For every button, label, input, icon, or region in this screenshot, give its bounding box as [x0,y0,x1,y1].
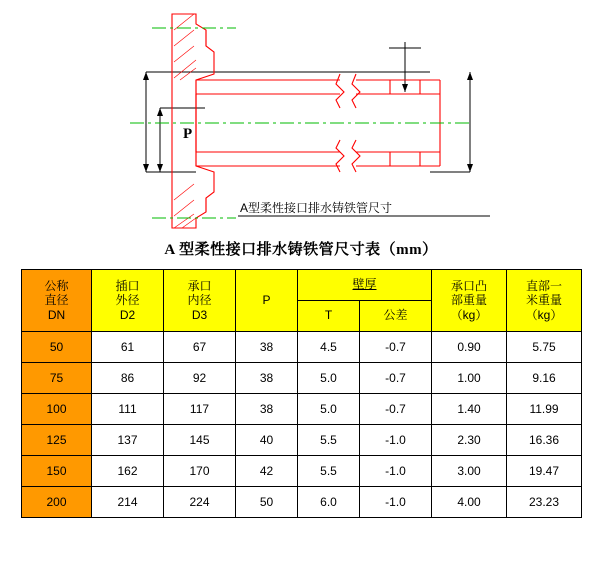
cell-d2: 86 [92,363,164,394]
header-p: P [236,270,298,332]
cell-meter-weight: 23.23 [507,487,582,518]
pipe-outline [172,14,440,228]
cell-d3: 170 [164,456,236,487]
header-wall-thickness-group: 壁厚 [298,270,432,301]
cell-d3: 145 [164,425,236,456]
table-row [22,332,582,363]
cell-d3: 67 [164,332,236,363]
cell-dn: 50 [22,332,92,363]
cell-d2: 61 [92,332,164,363]
cell-meter-weight: 19.47 [507,456,582,487]
cell-d3: 117 [164,394,236,425]
cell-dn: 150 [22,456,92,487]
header-socket-id: 承口 内径 D3 [164,270,236,332]
cell-t: 5.5 [298,425,360,456]
cell-meter-weight: 9.16 [507,363,582,394]
cell-d2: 111 [92,394,164,425]
page-title: A 型柔性接口排水铸铁管尺寸表（mm） [164,242,438,258]
cell-t: 6.0 [298,487,360,518]
cell-tolerance: -1.0 [360,487,432,518]
dimensions-table [21,269,582,518]
cell-socket-weight: 2.30 [432,425,507,456]
cell-tolerance: -1.0 [360,425,432,456]
p-dimension-label: P [183,126,193,142]
table-row [22,425,582,456]
cell-meter-weight: 11.99 [507,394,582,425]
cell-p: 38 [236,332,298,363]
cell-t: 4.5 [298,332,360,363]
header-thickness-t: T [298,301,360,332]
table-row [22,487,582,518]
cell-dn: 125 [22,425,92,456]
header-nominal-diameter: 公称 直径 DN [22,270,92,332]
header-socket-weight: 承口凸 部重量 （kg） [432,270,507,332]
drawing-caption: A型柔性接口排水铸铁管尺寸 [240,201,393,215]
cell-p: 50 [236,487,298,518]
cell-meter-weight: 5.75 [507,332,582,363]
table-header-row-1 [22,270,582,301]
cell-d3: 92 [164,363,236,394]
header-tolerance: 公差 [360,301,432,332]
table-row [22,363,582,394]
pipe-drawing-svg [0,0,602,232]
cell-socket-weight: 0.90 [432,332,507,363]
cell-dn: 200 [22,487,92,518]
header-weight-per-meter: 直部一 米重量 （kg） [507,270,582,332]
cell-d2: 137 [92,425,164,456]
cell-dn: 100 [22,394,92,425]
cell-p: 38 [236,363,298,394]
dimensions-table-wrapper [21,269,581,518]
cell-socket-weight: 1.00 [432,363,507,394]
technical-drawing [0,0,602,232]
cell-d2: 162 [92,456,164,487]
cell-tolerance: -1.0 [360,456,432,487]
cell-d3: 224 [164,487,236,518]
table-row [22,456,582,487]
cell-tolerance: -0.7 [360,394,432,425]
table-body [22,332,582,518]
cell-t: 5.0 [298,394,360,425]
cell-p: 40 [236,425,298,456]
cell-t: 5.5 [298,456,360,487]
cell-p: 38 [236,394,298,425]
header-spigot-od: 插口 外径 D2 [92,270,164,332]
cell-socket-weight: 4.00 [432,487,507,518]
cell-p: 42 [236,456,298,487]
cell-d2: 214 [92,487,164,518]
cell-tolerance: -0.7 [360,363,432,394]
cell-meter-weight: 16.36 [507,425,582,456]
cell-t: 5.0 [298,363,360,394]
cell-socket-weight: 1.40 [432,394,507,425]
cell-socket-weight: 3.00 [432,456,507,487]
cell-tolerance: -0.7 [360,332,432,363]
table-row [22,394,582,425]
cell-dn: 75 [22,363,92,394]
